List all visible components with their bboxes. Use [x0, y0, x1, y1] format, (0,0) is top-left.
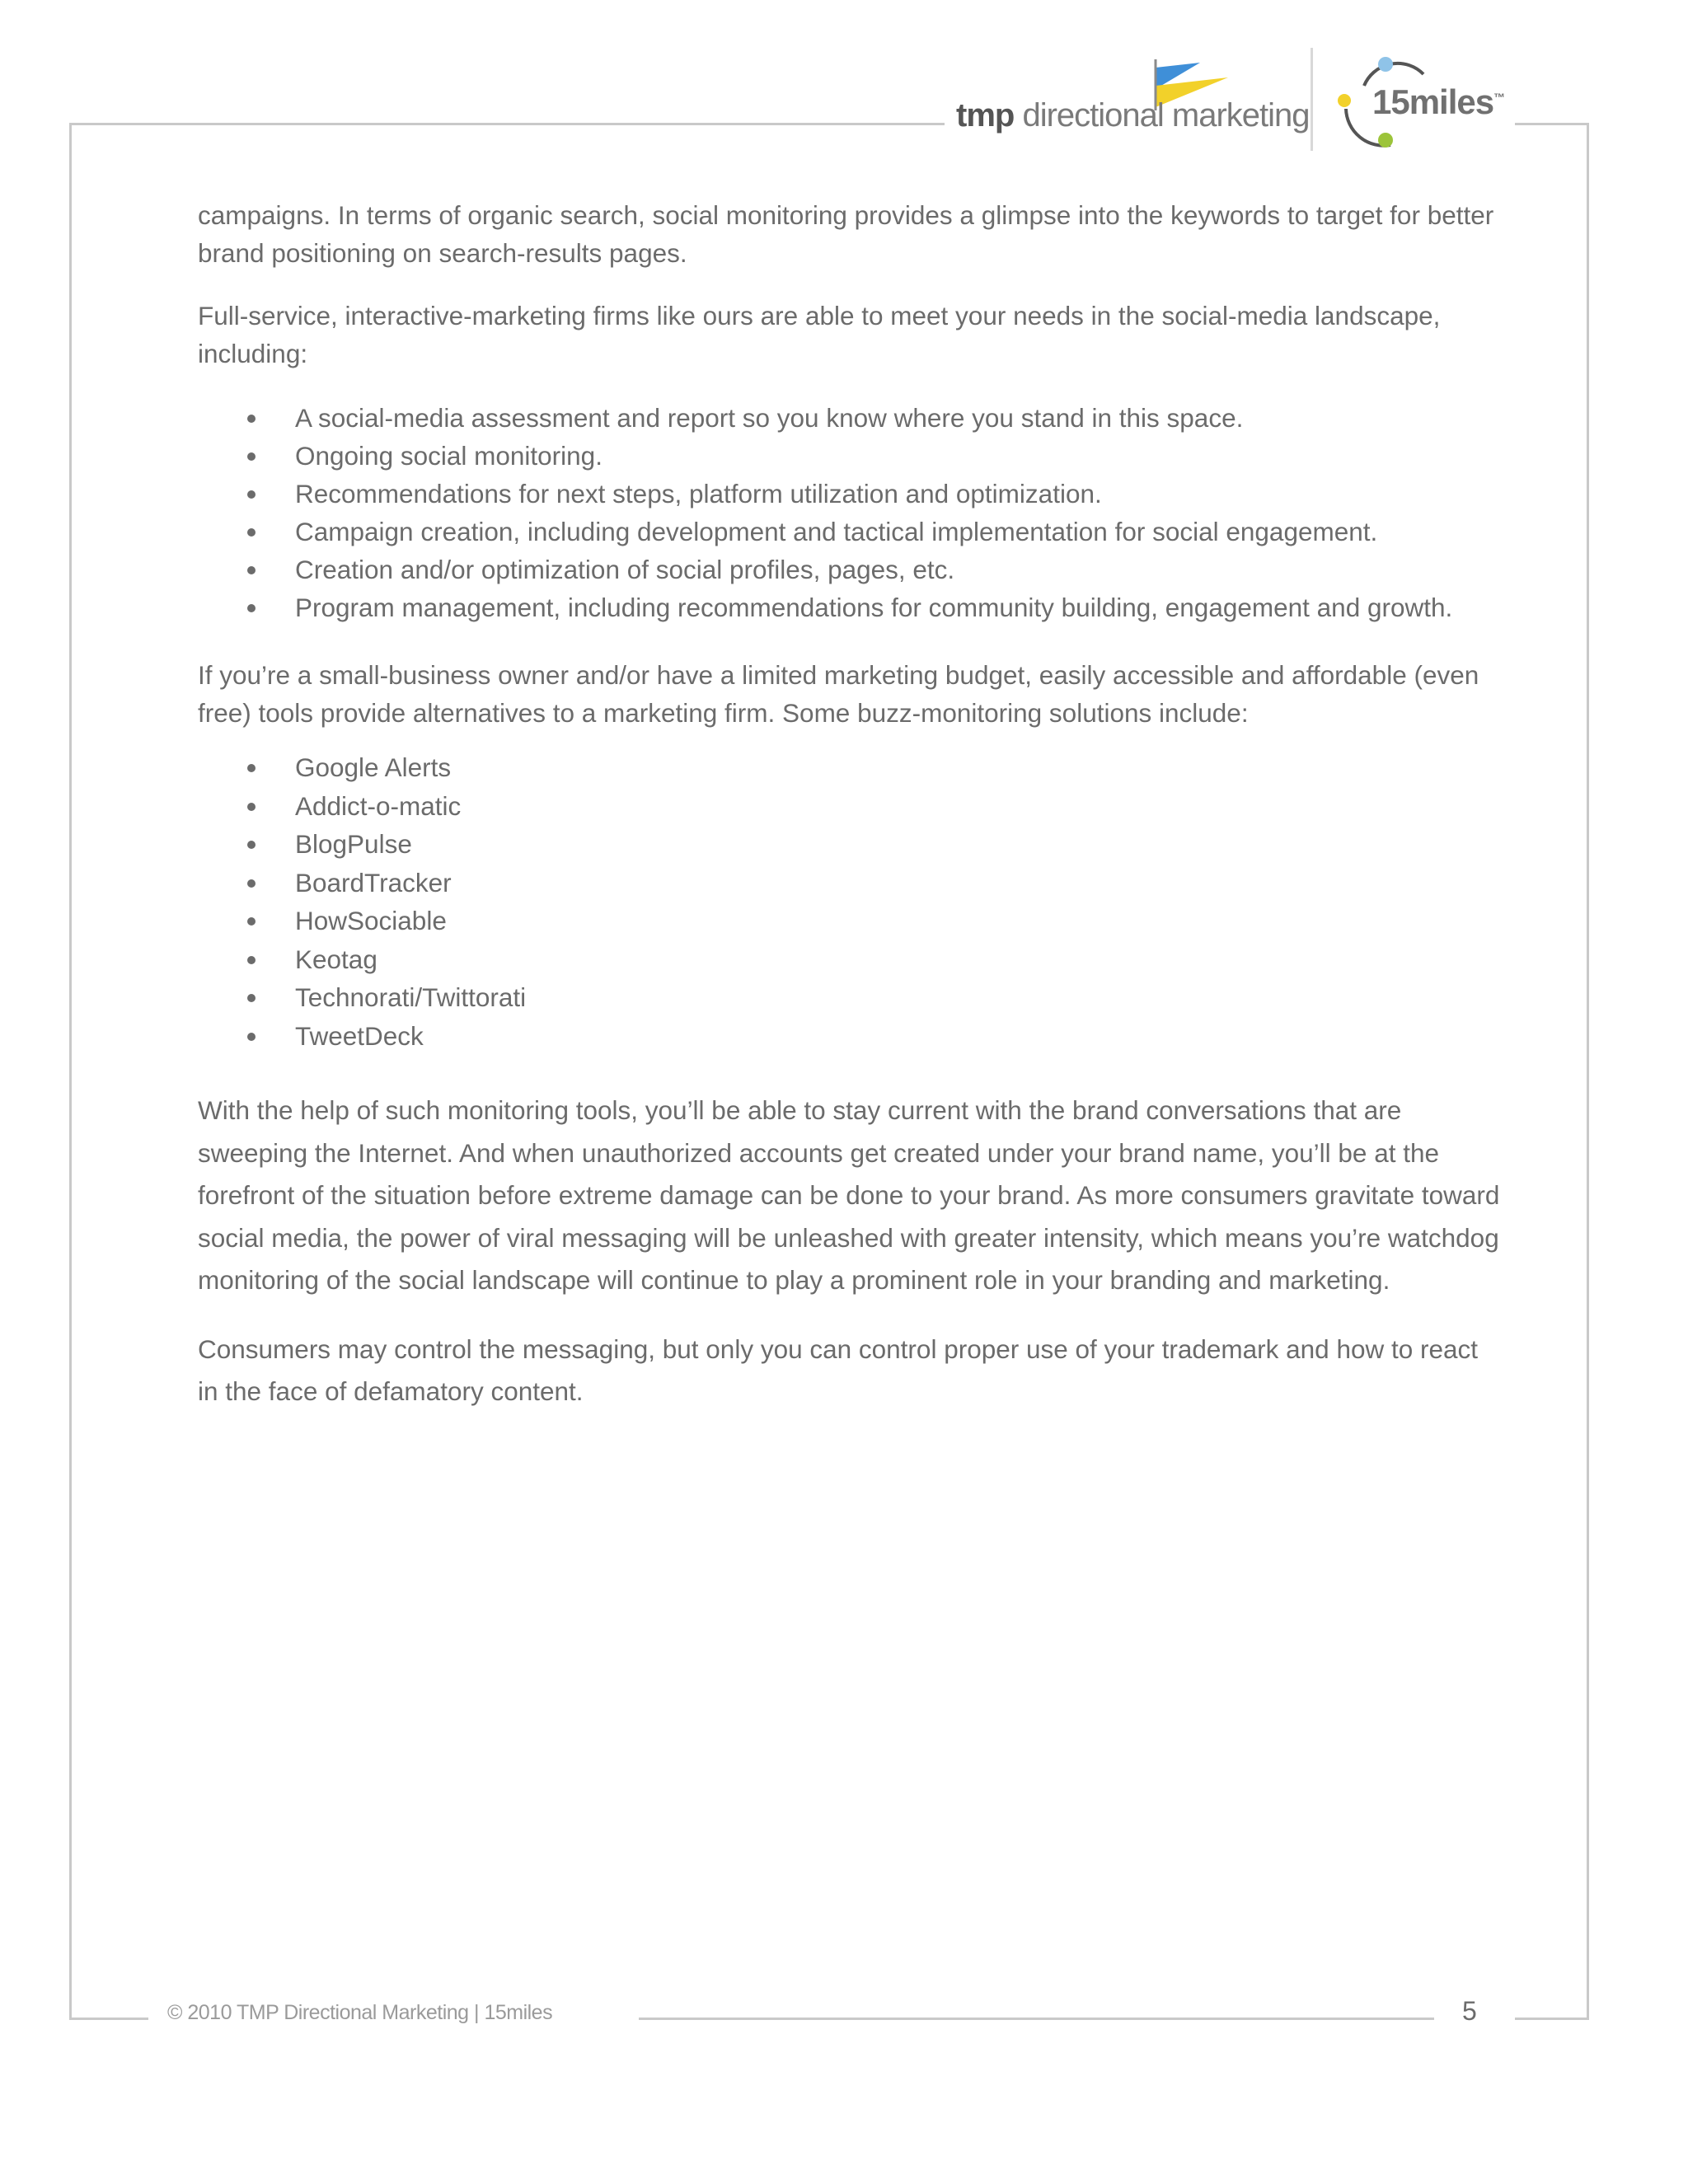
- list-item: Addict-o-matic: [198, 787, 1500, 826]
- list-item: Keotag: [198, 940, 1500, 979]
- paragraph-full-service: Full-service, interactive-marketing firms like ours are able to meet your needs in the social-media landscape, including:: [198, 301, 1441, 368]
- list-item: TweetDeck: [198, 1017, 1500, 1056]
- page-number: 5: [1462, 1996, 1477, 2026]
- frame-bottom-border-middle: [639, 2018, 1434, 2020]
- monitoring-tools-list: [198, 748, 1500, 1055]
- list-item: Campaign creation, including development and tactical implementation for social engagement.: [198, 513, 1500, 551]
- frame-bottom-border: [69, 2018, 148, 2020]
- logo-divider: [1311, 48, 1313, 151]
- list-item: HowSociable: [198, 902, 1500, 940]
- paragraph-organic-search: campaigns. In terms of organic search, social monitoring provides a glimpse into the keywords to target for better brand positioning on search-results pages.: [198, 200, 1494, 268]
- page-content: [198, 196, 1500, 1413]
- list-item: Technorati/Twittorati: [198, 978, 1500, 1017]
- frame-left-border: [69, 123, 72, 2020]
- services-list: [198, 399, 1500, 626]
- tmp-logo-text: tmp directional marketing: [956, 97, 1310, 134]
- frame-top-border-right: [1515, 123, 1589, 125]
- list-item: A social-media assessment and report so you know where you stand in this space.: [198, 399, 1500, 437]
- list-item: Recommendations for next steps, platform utilization and optimization.: [198, 475, 1500, 513]
- frame-top-border: [69, 123, 945, 125]
- paragraph-conclusion: Consumers may control the messaging, but only you can control proper use of your trademark and how to react in the face of defamatory content.: [198, 1333, 1479, 1406]
- frame-right-border: [1587, 123, 1589, 2020]
- list-item: BoardTracker: [198, 864, 1500, 902]
- 15miles-logo: [1331, 53, 1512, 152]
- frame-bottom-border-right: [1515, 2018, 1589, 2020]
- footer-copyright: © 2010 TMP Directional Marketing | 15miles: [167, 2001, 553, 2024]
- list-item: Google Alerts: [198, 748, 1500, 787]
- 15miles-logo-text: 15miles™: [1372, 82, 1505, 121]
- list-item: Program management, including recommendations for community building, engagement and growth.: [198, 588, 1500, 626]
- header-logo: [956, 48, 1517, 155]
- paragraph-monitoring-tools: With the help of such monitoring tools, you’ll be able to stay current with the brand conversations that are sweeping the Internet. And when unauthorized accounts get created under your brand name, you’ll be at the forefront of the situation before extreme damage can be done to your brand. As more consumers gravitate toward social media, the power of viral messaging will be unleashed with greater intensity, which means you’re watchdog monitoring of the social landscape will continue to play a prominent role in your branding and marketing.: [198, 1095, 1500, 1295]
- paragraph-small-business: If you’re a small-business owner and/or have a limited marketing budget, easily accessible and affordable (even free) tools provide alternatives to a marketing firm. Some buzz-monitoring solutions include:: [198, 660, 1479, 728]
- list-item: Ongoing social monitoring.: [198, 437, 1500, 475]
- list-item: Creation and/or optimization of social profiles, pages, etc.: [198, 551, 1500, 588]
- list-item: BlogPulse: [198, 825, 1500, 864]
